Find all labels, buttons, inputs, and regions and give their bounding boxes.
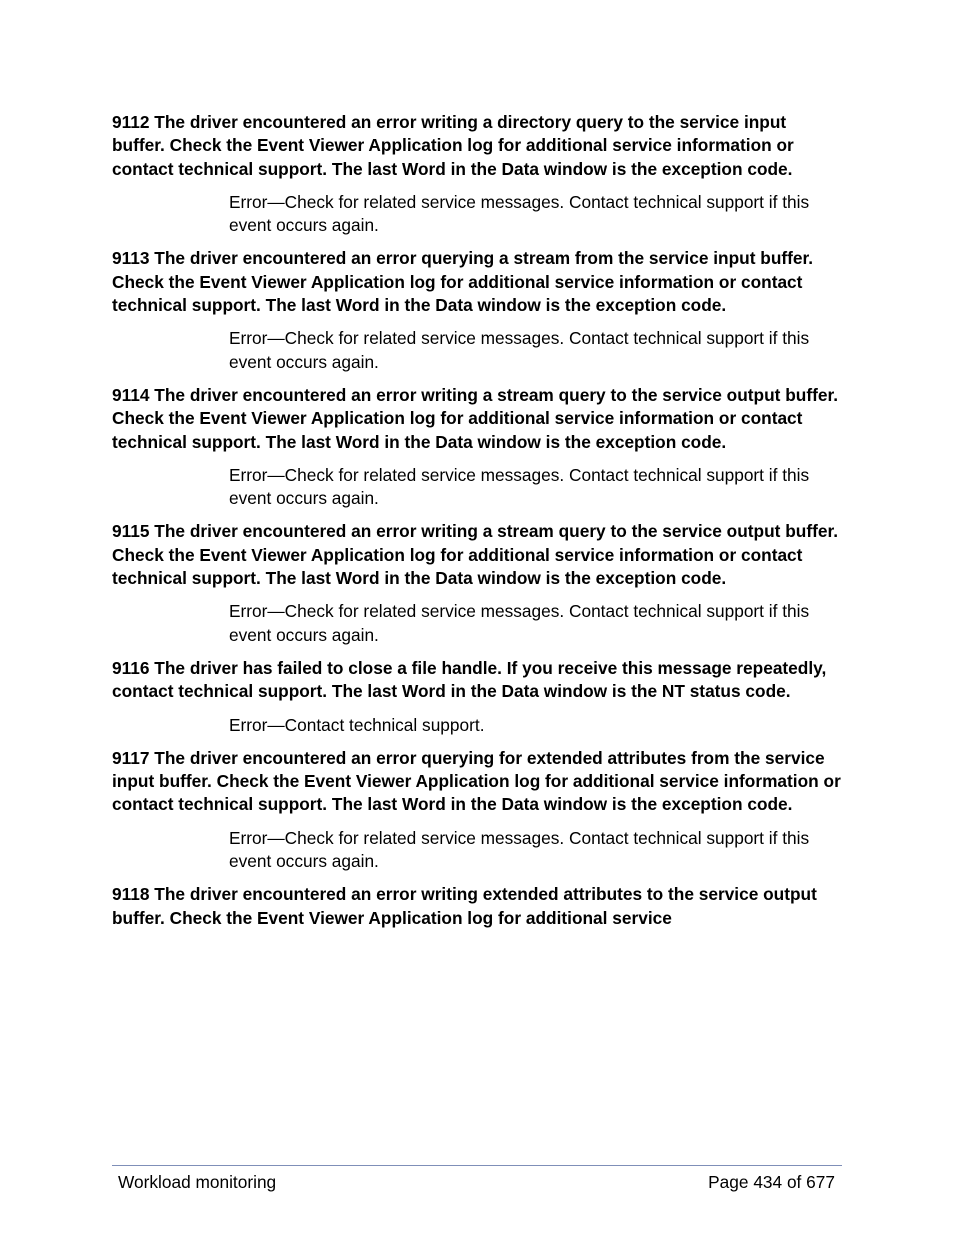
event-9115-description: Error—Check for related service messages. Contact technical support if this event occurs again. [229, 601, 810, 645]
event-9114-title: 9114 The driver encountered an error writing a stream query to the service output buffer. Check the Event Viewer Application log for additional service information or contact technical support. The last Word in the Data window is the exception code. [112, 384, 839, 452]
footer-divider [112, 1165, 842, 1166]
event-9117-title: 9117 The driver encountered an error querying for extended attributes from the service input buffer. Check the Event Viewer Application log for additional service information or contact technical support. The last Word in the Data window is the exception code. [112, 747, 841, 815]
event-9112-title: 9112 The driver encountered an error writing a directory query to the service input buffer. Check the Event Viewer Application log for additional service information or contact technical support. The last Word in the Data window is the exception code. [112, 112, 794, 179]
event-9116-description: Error—Contact technical support. [229, 714, 485, 735]
document-body [112, 111, 842, 930]
event-9115-title: 9115 The driver encountered an error writing a stream query to the service output buffer. Check the Event Viewer Application log for additional service information or contact technical support. The last Word in the Data window is the exception code. [112, 521, 839, 589]
event-9113-description: Error—Check for related service messages. Contact technical support if this event occurs again. [229, 328, 810, 372]
event-9116-title: 9116 The driver has failed to close a file handle. If you receive this message repeatedly, contact technical support. The last Word in the Data window is the NT status code. [112, 657, 827, 702]
footer-section-name: Workload monitoring [118, 1172, 277, 1192]
event-9112-description: Error—Check for related service messages. Contact technical support if this event occurs again. [229, 191, 810, 236]
event-9113-title: 9113 The driver encountered an error querying a stream from the service input buffer. Check the Event Viewer Application log for additional service information or contact technical support. The last Word in the Data window is the exception code. [112, 248, 814, 316]
event-9114-description: Error—Check for related service messages. Contact technical support if this event occurs again. [229, 464, 810, 509]
event-9117-description: Error—Check for related service messages. Contact technical support if this event occurs again. [229, 827, 810, 872]
footer-page-number: Page 434 of 677 [708, 1172, 835, 1192]
event-9118-title: 9118 The driver encountered an error writing extended attributes to the service output buffer. Check the Event Viewer Application log for additional service [112, 884, 817, 928]
